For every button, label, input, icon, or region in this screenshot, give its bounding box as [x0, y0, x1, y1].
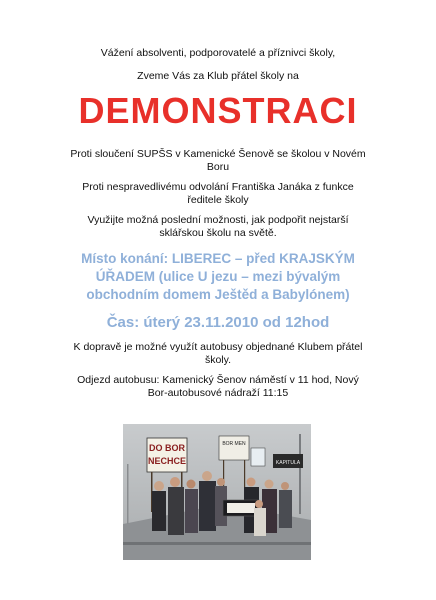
protest-photo: [123, 424, 311, 560]
reason-dismissal-line-1: Proti nespravedlivému odvolání Františka Janáka z funkce: [82, 181, 354, 193]
banner-left-line-1: DO BOR: [149, 443, 185, 453]
transport-line-1: K dopravě je možné využít autobusy objednané Klubem přátel: [73, 341, 363, 353]
greeting-text: Vážení absolventi, podporovatelé a příznivci školy,: [100, 47, 336, 59]
venue-line-3: obchodním domem Ještěd a Babylónem): [86, 287, 350, 302]
appeal-line-2: sklářskou školu na světě.: [159, 227, 277, 239]
venue-line-1: Místo konání: LIBEREC – před KRAJSKÝM: [81, 251, 355, 266]
reason-merger-line-1: Proti sloučení SUPŠS v Kamenické Šenově se školou v Novém: [70, 148, 366, 160]
transport-line-2: školy.: [204, 354, 232, 366]
protest-photo-drawing: [123, 424, 311, 560]
banner-right-text: KAPITULA: [275, 460, 301, 466]
appeal-line-1: Využijte možná poslední možnosti, jak podpořit nejstarší: [87, 214, 349, 226]
venue-line-2: ÚŘADEM (ulice U jezu – mezi bývalým: [95, 269, 341, 284]
event-time: Čas: úterý 23.11.2010 od 12hod: [106, 314, 330, 331]
headline: DEMONSTRACI: [78, 90, 358, 131]
departure-line-2: Bor-autobusové nádraží 11:15: [147, 387, 289, 399]
reason-merger-line-2: Boru: [206, 161, 230, 173]
banner-left-line-2: NECHCE: [147, 456, 187, 466]
reason-dismissal-line-2: ředitele školy: [187, 194, 249, 206]
invite-text: Zveme Vás za Klub přátel školy na: [137, 70, 299, 82]
departure-line-1: Odjezd autobusu: Kamenický Šenov náměstí v 11 hod, Nový: [77, 374, 359, 386]
banner-center-text: BOR MEN: [222, 441, 246, 447]
banner-right: [273, 454, 303, 468]
